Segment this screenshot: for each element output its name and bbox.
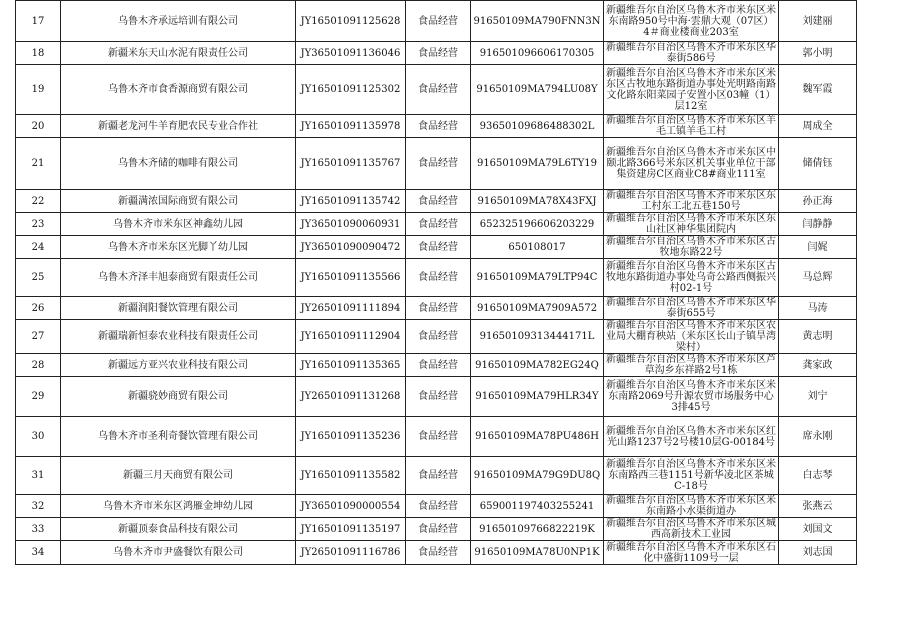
company-name-cell: 新疆老龙河牛羊育肥农民专业合作社	[61, 115, 296, 138]
credit-code-cell: 91650109MA79LTP94C	[471, 259, 604, 297]
business-category-cell: 食品经营	[406, 1, 471, 42]
business-category-cell: 食品经营	[406, 518, 471, 541]
business-category-cell: 食品经营	[406, 259, 471, 297]
legal-representative-cell: 刘国文	[779, 518, 857, 541]
business-category-cell: 食品经营	[406, 236, 471, 259]
legal-representative-cell: 席永刚	[779, 417, 857, 457]
legal-representative-cell: 刘宁	[779, 377, 857, 417]
legal-representative-cell: 郭小明	[779, 42, 857, 65]
company-name-cell: 乌鲁木齐市食香源商贸有限公司	[61, 65, 296, 115]
license-number-cell: JY16501091135767	[296, 138, 406, 190]
row-number-cell: 34	[16, 541, 61, 565]
row-number-cell: 32	[16, 495, 61, 518]
row-number-cell: 26	[16, 297, 61, 320]
row-number-cell: 21	[16, 138, 61, 190]
row-number-cell: 30	[16, 417, 61, 457]
table-row	[16, 115, 857, 138]
company-name-cell: 乌鲁木齐市米东区光脚丫幼儿园	[61, 236, 296, 259]
license-number-cell: JY16501091125628	[296, 1, 406, 42]
row-number-cell: 33	[16, 518, 61, 541]
legal-representative-cell: 白志琴	[779, 457, 857, 495]
address-cell: 新疆维吾尔自治区乌鲁木齐市米东区米东南路小水渠街道办	[604, 495, 779, 518]
row-number-cell: 23	[16, 213, 61, 236]
credit-code-cell: 91650109MA79G9DU8Q	[471, 457, 604, 495]
row-number-cell: 27	[16, 320, 61, 354]
company-name-cell: 乌鲁木齐市圣利奇餐饮管理有限公司	[61, 417, 296, 457]
business-category-cell: 食品经营	[406, 115, 471, 138]
address-cell: 新疆维吾尔自治区乌鲁木齐市米东区中颐北路366号米东区机关事业单位干部集资建房C区商业C8#商业111室	[604, 138, 779, 190]
company-name-cell: 乌鲁木齐承远培训有限公司	[61, 1, 296, 42]
table-row	[16, 495, 857, 518]
table-row	[16, 297, 857, 320]
row-number-cell: 19	[16, 65, 61, 115]
address-cell: 新疆维吾尔自治区乌鲁木齐市米东区米东南路950号中海·雲鼎大观（07区）4＃商业楼商业203室	[604, 1, 779, 42]
credit-code-cell: 91650109MA78U0NP1K	[471, 541, 604, 565]
table-row	[16, 65, 857, 115]
row-number-cell: 28	[16, 354, 61, 377]
business-category-cell: 食品经营	[406, 495, 471, 518]
address-cell: 新疆维吾尔自治区乌鲁木齐市米东区芦草沟乡东祥路2号1栋	[604, 354, 779, 377]
company-name-cell: 新疆润阳餐饮管理有限公司	[61, 297, 296, 320]
business-category-cell: 食品经营	[406, 320, 471, 354]
address-cell: 新疆维吾尔自治区乌鲁木齐市米东区古牧地东路街道办事处乌奇公路西侧振兴村02-1号	[604, 259, 779, 297]
table-row	[16, 457, 857, 495]
credit-code-cell: 91650109MA79L6TY19	[471, 138, 604, 190]
credit-code-cell: 91650109MA79HLR34Y	[471, 377, 604, 417]
credit-code-cell: 93650109686488302L	[471, 115, 604, 138]
table-row	[16, 541, 857, 565]
credit-code-cell: 91650109MA794LU08Y	[471, 65, 604, 115]
table-row	[16, 259, 857, 297]
row-number-cell: 20	[16, 115, 61, 138]
address-cell: 新疆维吾尔自治区乌鲁木齐市米东区米东南路西三巷1151号新华凌北区茶城C-18号	[604, 457, 779, 495]
legal-representative-cell: 马涛	[779, 297, 857, 320]
license-number-cell: JY16501091112904	[296, 320, 406, 354]
company-name-cell: 乌鲁木齐市米东区鸿雁金坤幼儿园	[61, 495, 296, 518]
business-category-cell: 食品经营	[406, 213, 471, 236]
row-number-cell: 17	[16, 1, 61, 42]
company-name-cell: 新疆米东天山水泥有限责任公司	[61, 42, 296, 65]
address-cell: 新疆维吾尔自治区乌鲁木齐市米东区石化中盛街1109号一层	[604, 541, 779, 565]
license-number-cell: JY36501090000554	[296, 495, 406, 518]
business-category-cell: 食品经营	[406, 417, 471, 457]
business-category-cell: 食品经营	[406, 65, 471, 115]
table-row	[16, 1, 857, 42]
credit-code-cell: 91650109MA7909A572	[471, 297, 604, 320]
business-category-cell: 食品经营	[406, 190, 471, 213]
license-number-cell: JY16501091135566	[296, 259, 406, 297]
legal-representative-cell: 刘志国	[779, 541, 857, 565]
license-number-cell: JY16501091135236	[296, 417, 406, 457]
credit-code-cell: 916501096606170305	[471, 42, 604, 65]
table-row	[16, 138, 857, 190]
company-name-cell: 乌鲁木齐市尹盛餐饮有限公司	[61, 541, 296, 565]
row-number-cell: 31	[16, 457, 61, 495]
license-number-cell: JY16501091135365	[296, 354, 406, 377]
license-number-cell: JY16501091135978	[296, 115, 406, 138]
table-body	[16, 1, 857, 565]
row-number-cell: 24	[16, 236, 61, 259]
legal-representative-cell: 闫静静	[779, 213, 857, 236]
license-number-cell: JY16501091135197	[296, 518, 406, 541]
credit-code-cell: 91650109313444171L	[471, 320, 604, 354]
license-number-cell: JY36501090060931	[296, 213, 406, 236]
address-cell: 新疆维吾尔自治区乌鲁木齐市米东区华泰街586号	[604, 42, 779, 65]
registration-table	[15, 0, 857, 565]
row-number-cell: 29	[16, 377, 61, 417]
license-number-cell: JY26501091131268	[296, 377, 406, 417]
address-cell: 新疆维吾尔自治区乌鲁木齐市米东区东工村东工北五巷150号	[604, 190, 779, 213]
license-number-cell: JY16501091135582	[296, 457, 406, 495]
business-category-cell: 食品经营	[406, 377, 471, 417]
license-number-cell: JY26501091111894	[296, 297, 406, 320]
legal-representative-cell: 储倩钰	[779, 138, 857, 190]
legal-representative-cell: 张燕云	[779, 495, 857, 518]
table-row	[16, 42, 857, 65]
address-cell: 新疆维吾尔自治区乌鲁木齐市米东区红光山路1237号2号楼10层G-00184号	[604, 417, 779, 457]
business-category-cell: 食品经营	[406, 138, 471, 190]
legal-representative-cell: 魏军霞	[779, 65, 857, 115]
legal-representative-cell: 马总辉	[779, 259, 857, 297]
legal-representative-cell: 黄志明	[779, 320, 857, 354]
legal-representative-cell: 闫娓	[779, 236, 857, 259]
credit-code-cell: 652325196606203229	[471, 213, 604, 236]
credit-code-cell: 91650109MA790FNN3N	[471, 1, 604, 42]
license-number-cell: JY26501091116786	[296, 541, 406, 565]
table-row	[16, 236, 857, 259]
business-category-cell: 食品经营	[406, 541, 471, 565]
license-number-cell: JY36501091136046	[296, 42, 406, 65]
credit-code-cell: 91650109766822219K	[471, 518, 604, 541]
company-name-cell: 新疆满浓国际商贸有限公司	[61, 190, 296, 213]
business-category-cell: 食品经营	[406, 42, 471, 65]
address-cell: 新疆维吾尔自治区乌鲁木齐市米东区羊毛工镇羊毛工村	[604, 115, 779, 138]
legal-representative-cell: 孙正海	[779, 190, 857, 213]
row-number-cell: 25	[16, 259, 61, 297]
table-row	[16, 518, 857, 541]
table-row	[16, 417, 857, 457]
company-name-cell: 乌鲁木齐泽丰旭泰商贸有限责任公司	[61, 259, 296, 297]
business-category-cell: 食品经营	[406, 297, 471, 320]
business-category-cell: 食品经营	[406, 354, 471, 377]
row-number-cell: 22	[16, 190, 61, 213]
company-name-cell: 新疆三月天商贸有限公司	[61, 457, 296, 495]
license-number-cell: JY16501091135742	[296, 190, 406, 213]
legal-representative-cell: 刘建丽	[779, 1, 857, 42]
credit-code-cell: 91650109MA78PU486H	[471, 417, 604, 457]
address-cell: 新疆维吾尔自治区乌鲁木齐市米东区农业局大棚育秧站（米东区长山子镇旱湾梁村）	[604, 320, 779, 354]
address-cell: 新疆维吾尔自治区乌鲁木齐市米东区米东区古牧地东路街道办事处光明路南路文化路东阳菜园子安置小区03幢（1）层12室	[604, 65, 779, 115]
credit-code-cell: 650108017	[471, 236, 604, 259]
address-cell: 新疆维吾尔自治区乌鲁木齐市米东区华泰街655号	[604, 297, 779, 320]
company-name-cell: 新疆骁妙商贸有限公司	[61, 377, 296, 417]
table-row	[16, 213, 857, 236]
legal-representative-cell: 龚家政	[779, 354, 857, 377]
company-name-cell: 新疆顶泰食品科技有限公司	[61, 518, 296, 541]
credit-code-cell: 91650109MA782EG24Q	[471, 354, 604, 377]
row-number-cell: 18	[16, 42, 61, 65]
business-category-cell: 食品经营	[406, 457, 471, 495]
legal-representative-cell: 周成全	[779, 115, 857, 138]
table-row	[16, 354, 857, 377]
address-cell: 新疆维吾尔自治区乌鲁木齐市米东区米东南路2069号升源农贸市场服务中心3排45号	[604, 377, 779, 417]
company-name-cell: 乌鲁木齐市米东区神鑫幼儿园	[61, 213, 296, 236]
address-cell: 新疆维吾尔自治区乌鲁木齐市米东区城西高新技术工业园	[604, 518, 779, 541]
license-number-cell: JY36501090090472	[296, 236, 406, 259]
license-number-cell: JY16501091125302	[296, 65, 406, 115]
address-cell: 新疆维吾尔自治区乌鲁木齐市米东区东山社区神华集团院内	[604, 213, 779, 236]
address-cell: 新疆维吾尔自治区乌鲁木齐市米东区古牧地东路22号	[604, 236, 779, 259]
table-row	[16, 377, 857, 417]
company-name-cell: 新疆瑞新恒泰农业科技有限责任公司	[61, 320, 296, 354]
table-row	[16, 320, 857, 354]
credit-code-cell: 659001197403255241	[471, 495, 604, 518]
company-name-cell: 新疆远方亚兴农业科技有限公司	[61, 354, 296, 377]
table-row	[16, 190, 857, 213]
company-name-cell: 乌鲁木齐储的咖啡有限公司	[61, 138, 296, 190]
credit-code-cell: 91650109MA78X43FXJ	[471, 190, 604, 213]
